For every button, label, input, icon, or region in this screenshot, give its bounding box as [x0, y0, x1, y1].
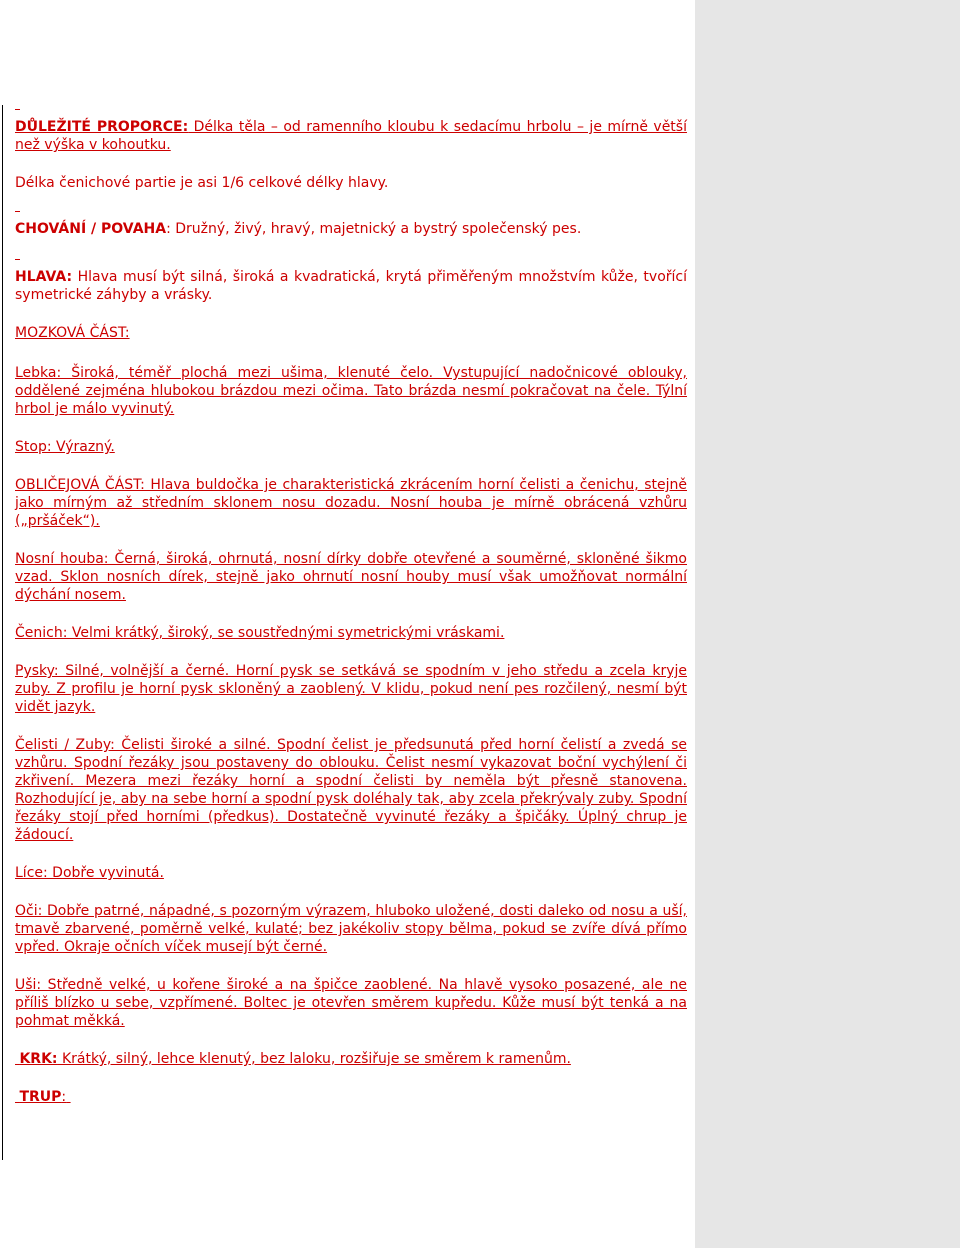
paragraph-trup [15, 1088, 687, 1106]
text-krk: Krátký, silný, lehce klenutý, bez laloku, rozšiřuje se směrem k ramenům. [57, 1051, 571, 1067]
paragraph-celisti: Čelisti / Zuby: Čelisti široké a silné. Spodní čelist je předsunutá před horní čelistí a zvedá se vzhůru. Spodní řezáky jsou postaveny do oblouku. Čelist nesmí vykazovat boční vychýlení či zkřivení. Mezera mezi řezáky horní a spodní čelisti by neměla být přesně stanovena. Rozhodující je, aby na sebe horní a spodní pysk doléhaly tak, aby zcela překrývaly zuby. Spodní řezáky stojí před horními (předkus). Dostatečně vyvinuté řezáky a špičáky. Úplný chrup je žádoucí. [15, 737, 687, 843]
text-trup: : [61, 1089, 67, 1105]
paragraph-lice: Líce: Dobře vyvinutá. [15, 865, 164, 881]
paragraph-stop: Stop: Výrazný. [15, 439, 115, 455]
insertion-mark [15, 210, 687, 220]
text-proporce: Délka těla – od ramenního kloubu k sedacímu hrbolu – je mírně větší než výška v kohoutku. [15, 119, 687, 153]
paragraph-usi: Uši: Středně velké, u kořene široké a na špičce zaoblené. Na hlavě vysoko posazené, ale ne příliš blízko u sebe, vzpřímené. Boltec je otevřen směrem kupředu. Kůže musí být tenká a na pohmat měkká. [15, 977, 687, 1029]
paragraph-chovani [15, 220, 687, 238]
comment-margin-pane [695, 0, 960, 1248]
paragraph-nosni-houba: Nosní houba: Černá, široká, ohrnutá, nosní dírky dobře otevřené a souměrné, skloněné šikmo vzad. Sklon nosních dírek, stejně jako ohrnutí nosní houby musí však umožňovat normální dýchání nosem. [15, 551, 687, 603]
paragraph-oblicejova: OBLIČEJOVÁ ČÁST: Hlava buldočka je charakteristická zkrácením horní čelisti a čenichu, stejně jako mírným až středním sklonem nosu dozadu. Nosní houba je mírně obrácená vzhůru („pršáček“). [15, 477, 687, 529]
heading-hlava: HLAVA: [15, 269, 73, 285]
paragraph-hlava [15, 268, 687, 304]
text-chovani: : Družný, živý, hravý, majetnický a bystrý společenský pes. [166, 221, 582, 237]
text-hlava: Hlava musí být silná, široká a kvadratická, krytá přiměřeným množstvím kůže, tvořící symetrické záhyby a vrásky. [15, 269, 687, 303]
paragraph-lebka: Lebka: Široká, téměř plochá mezi ušima, klenuté čelo. Vystupující nadočnicové oblouky, oddělené zejména hlubokou brázdou mezi očima. Tato brázda nesmí pokračovat na čele. Týlní hrbol je málo vyvinutý. [15, 365, 687, 417]
heading-trup: TRUP [19, 1089, 62, 1105]
paragraph-krk [15, 1050, 687, 1068]
paragraph-cenich-delka: Délka čenichové partie je asi 1/6 celkové délky hlavy. [15, 175, 389, 191]
heading-krk: KRK: [19, 1051, 58, 1067]
document-body [15, 108, 687, 1126]
heading-chovani: CHOVÁNÍ / POVAHA [15, 221, 167, 237]
paragraph-oci: Oči: Dobře patrné, nápadné, s pozorným výrazem, hluboko uložené, dosti daleko od nosu a uší, tmavě zbarvené, poměrně velké, kulaté; bez jakékoliv stopy bělma, pokud se zvíře dívá přímo vpřed. Okraje očních víček musejí být černé. [15, 903, 687, 955]
paragraph-cenich: Čenich: Velmi krátký, široký, se soustřednými symetrickými vráskami. [15, 625, 505, 641]
paragraph-proporce [15, 118, 687, 154]
heading-proporce: DŮLEŽITÉ PROPORCE: [15, 119, 189, 135]
insertion-mark [15, 258, 687, 268]
paragraph-pysky: Pysky: Silné, volnější a černé. Horní pysk se setkává se spodním v jeho středu a zcela kryje zuby. Z profilu je horní pysk skloněný a zaoblený. V klidu, pokud není pes rozčilený, nesmí být vidět jazyk. [15, 663, 687, 715]
heading-mozkova: MOZKOVÁ ČÁST: [15, 325, 130, 341]
change-bar [2, 105, 3, 1160]
insertion-mark [15, 108, 687, 118]
